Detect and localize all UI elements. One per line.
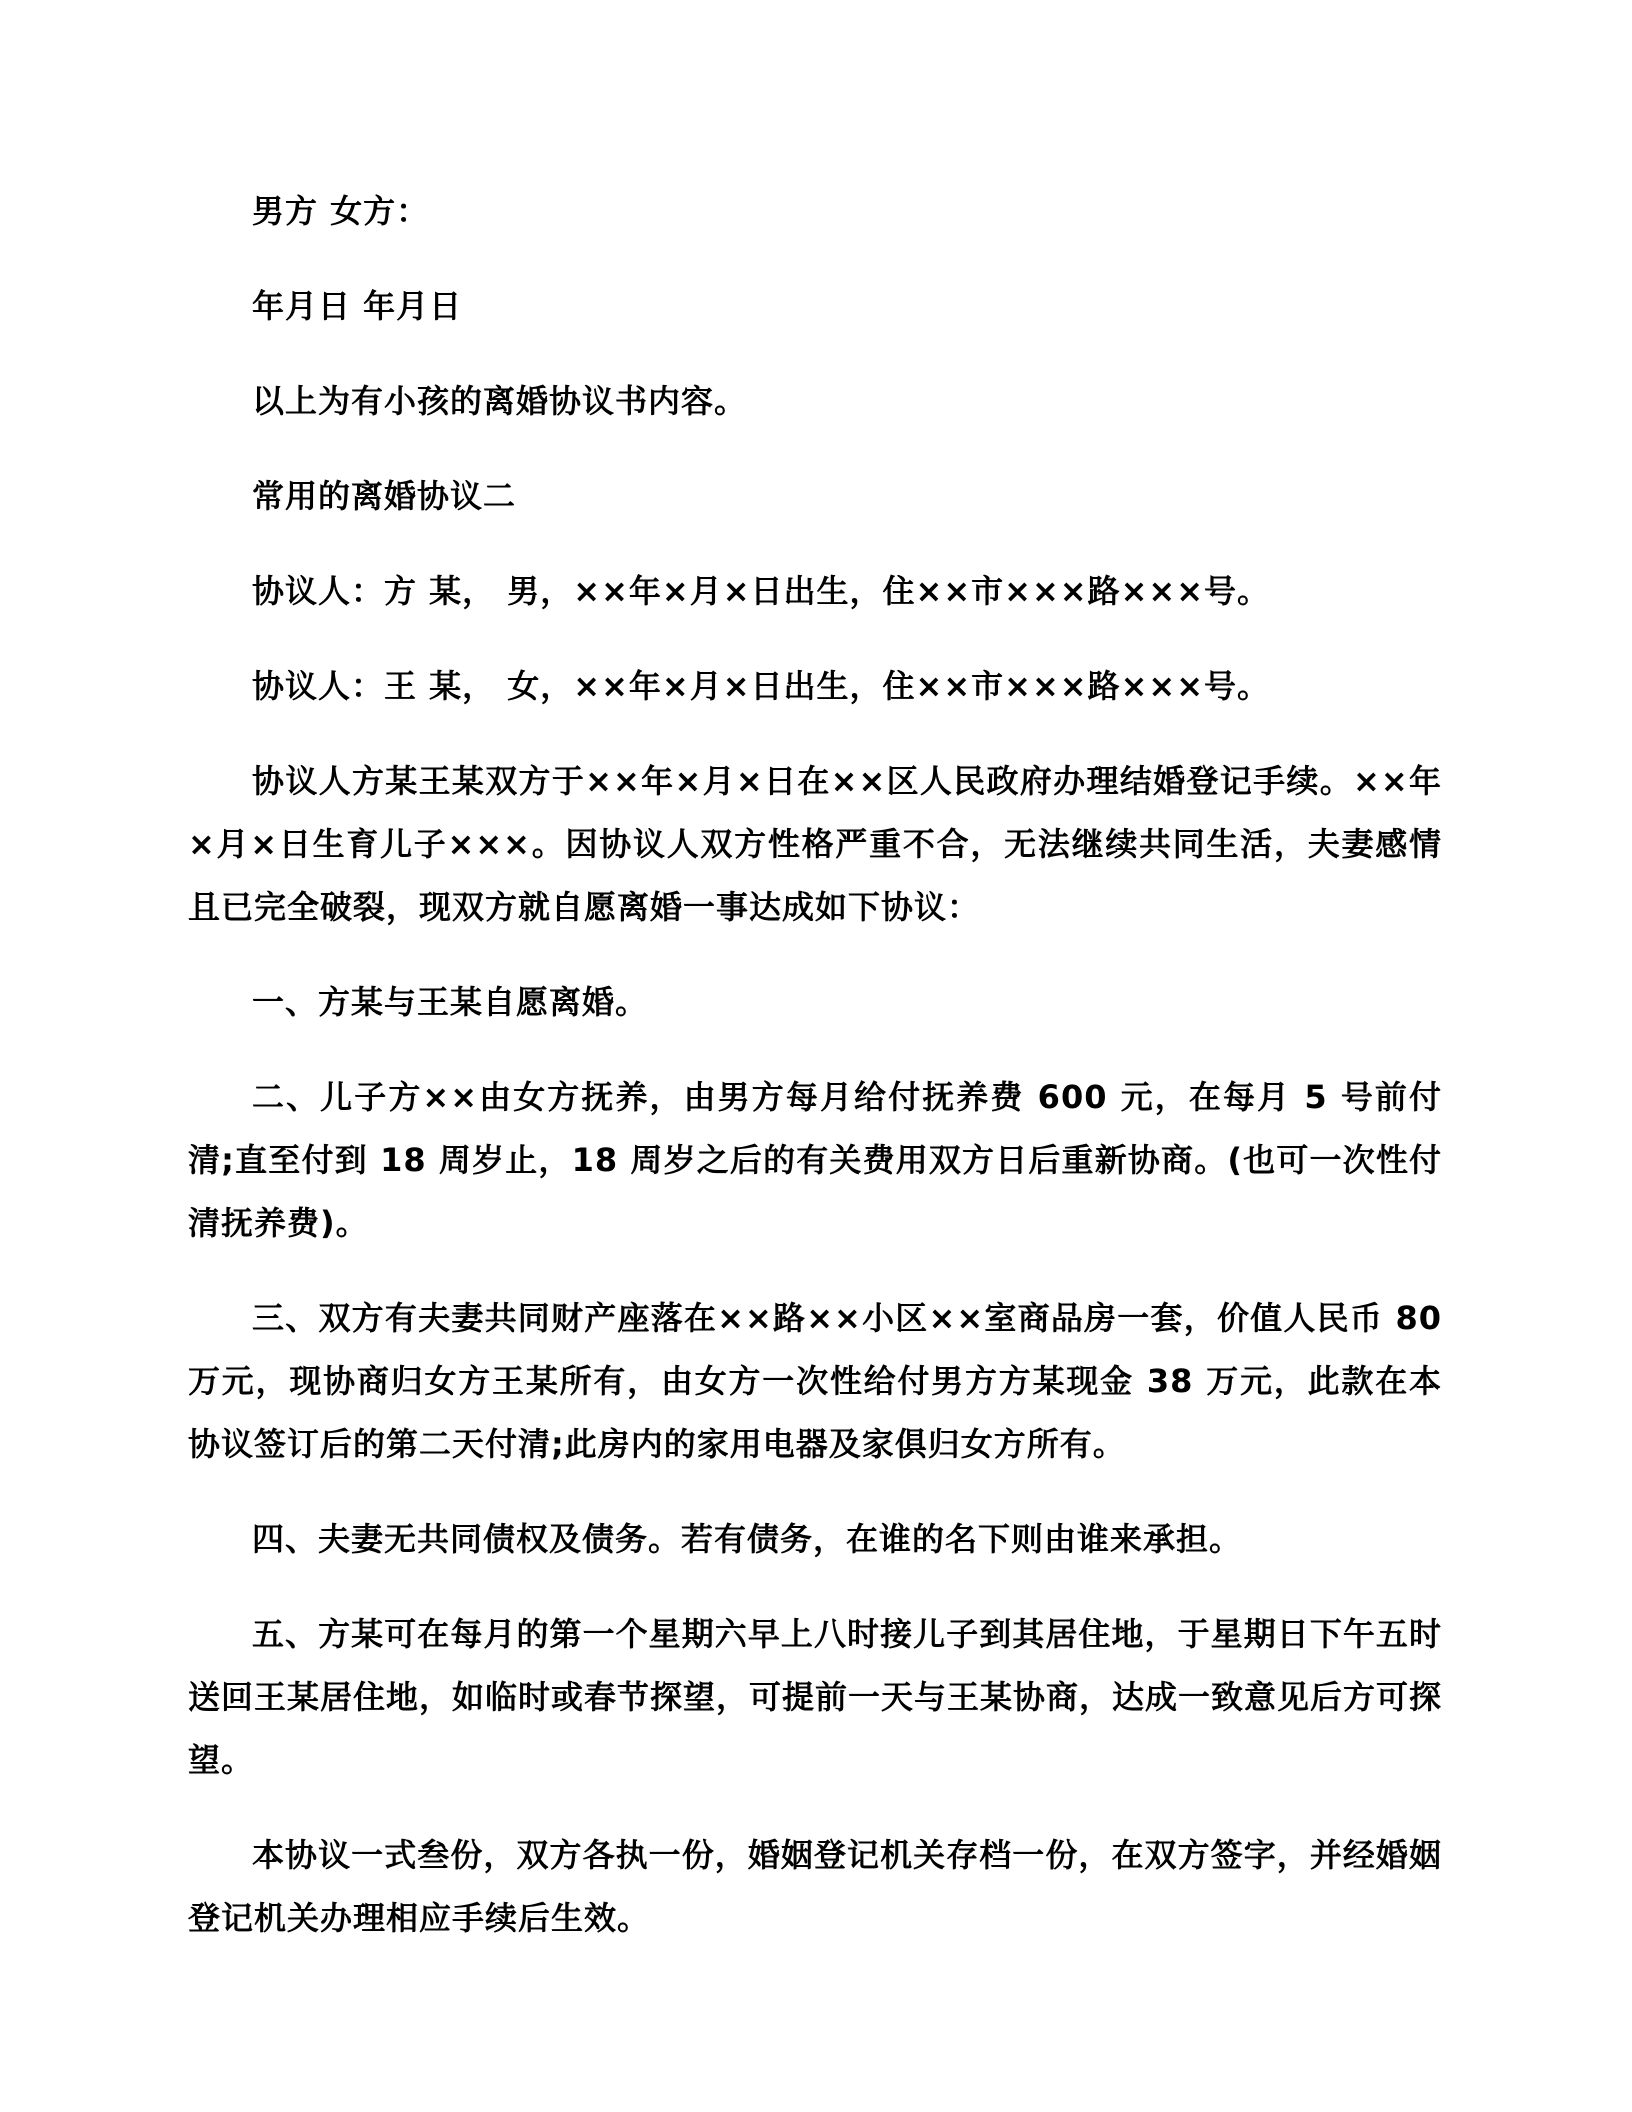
document-paragraph-2: 年月日 年月日 — [252, 287, 463, 325]
document-paragraph-12: 五、方某可在每月的第一个星期六早上八时接儿子到其居住地，于星期日下午五时送回王某居住地，如临时或春节探望，可提前一天与王某协商，达成一致意见后方可探望。 — [188, 1615, 1443, 1779]
document-paragraph-7: 协议人方某王某双方于××年×月×日在××区人民政府办理结婚登记手续。××年×月×日生育儿子×××。因协议人双方性格严重不合，无法继续共同生活，夫妻感情且已完全破裂，现双方就自愿离婚一事达成如下协议： — [188, 762, 1442, 926]
document-paragraph-9: 二、儿子方××由女方抚养，由男方每月给付抚养费 600 元，在每月 5 号前付清;直至付到 18 周岁止，18 周岁之后的有关费用双方日后重新协商。(也可一次性付清抚养费)。 — [188, 1078, 1442, 1242]
document-paragraph-8: 一、方某与王某自愿离婚。 — [252, 983, 649, 1021]
document-paragraph-4: 常用的离婚协议二 — [252, 477, 517, 515]
document-paragraph-3: 以上为有小孩的离婚协议书内容。 — [252, 382, 748, 420]
document-content — [188, 180, 1442, 1950]
document-paragraph-11: 四、夫妻无共同债权及债务。若有债务，在谁的名下则由谁来承担。 — [252, 1520, 1243, 1558]
document-paragraph-13: 本协议一式叁份，双方各执一份，婚姻登记机关存档一份，在双方签字，并经婚姻登记机关办理相应手续后生效。 — [188, 1836, 1442, 1937]
document-paragraph-6: 协议人：王 某， 女，××年×月×日出生，住××市×××路×××号。 — [252, 667, 1271, 705]
document-paragraph-1: 男方 女方： — [252, 192, 430, 230]
document-paragraph-5: 协议人：方 某， 男，××年×月×日出生，住××市×××路×××号。 — [252, 572, 1271, 610]
document-paragraph-10: 三、双方有夫妻共同财产座落在××路××小区××室商品房一套，价值人民币 80 万元，现协商归女方王某所有，由女方一次性给付男方方某现金 38 万元，此款在本协议签订后的第二天付清;此房内的家用电器及家俱归女方所有。 — [188, 1299, 1442, 1463]
